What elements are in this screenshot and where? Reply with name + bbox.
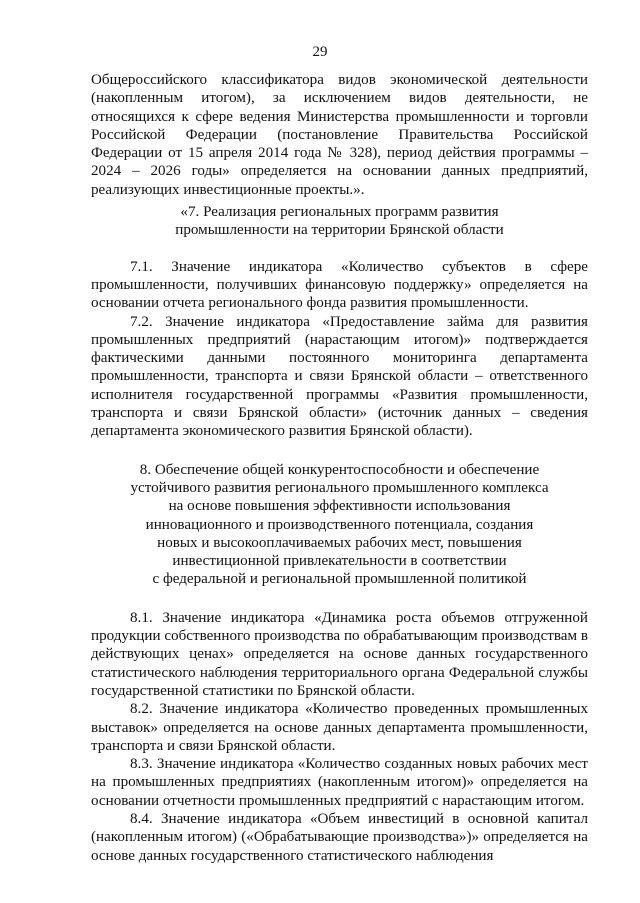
intro-paragraph: Общероссийского классификатора видов экономической деятельности (накопленным итогом), за исключением видов деятельности, не относящихся к сфере ведения Министерства промышленности и торговли Российской Федерации (постановление Правительства Российской Федерации от 15 апреля 2014 года № 328), период действия программы – 2024 – 2026 годы» определяется на основании данных предприятий, реализующих инвестиционные проекты.». <box>91 72 588 198</box>
section-8-heading-line: устойчивого развития регионального промышленного комплекса <box>130 479 549 496</box>
section-8-heading-line: инвестиционной привлекательности в соответствии <box>172 553 507 570</box>
paragraph-8-3: 8.3. Значение индикатора «Количество созданных новых рабочих мест на промышленных предприятиях (накопленным итогом)» определяется на основании отчетности промышленных предприятий с нарастающим итогом. <box>91 756 588 809</box>
paragraph-8-4: 8.4. Значение индикатора «Объем инвестиций в основной капитал (накопленным итогом) («Обрабатывающие производства»)» определяется на основе данных государственного статистического наблюдения <box>91 810 588 864</box>
section-8-heading-line: инновационного и производственного потенциала, создания <box>145 516 534 533</box>
page-number: 29 <box>312 44 328 60</box>
paragraph-8-1: 8.1. Значение индикатора «Динамика роста объемов отгруженной продукции собственного производства по обрабатывающим производствам в действующих ценах» определяется на основе данных государственного статистического наблюдения территориального органа Федеральной службы государственной статистики по Брянской области. <box>91 609 588 699</box>
document-body <box>91 71 588 865</box>
section-7-heading-line: промышленности на территории Брянской области <box>175 222 504 239</box>
paragraph-8-2: 8.2. Значение индикатора «Количество проведенных промышленных выставок» определяется на основе данных департамента промышленности, транспорта и связи Брянской области. <box>91 701 588 754</box>
section-8-heading <box>91 461 588 589</box>
paragraph-7-1: 7.1. Значение индикатора «Количество субъектов в сфере промышленности, получивших финансовую поддержку» определяется на основании отчета регионального фонда развития промышленности. <box>91 258 588 312</box>
paragraph-7-2: 7.2. Значение индикатора «Предоставление займа для развития промышленных предприятий (нарастающим итогом)» подтверждается фактическими данными постоянного мониторинга департамента промышленности, транспорта и связи Брянской области – ответственного исполнителя государственной программы «Развития промышленности, транспорта и связи Брянской области» (источник данных – сведения департамента экономического развития Брянской области). <box>91 313 588 440</box>
section-8-heading-line: новых и высокооплачиваемых рабочих мест, повышения <box>157 534 522 551</box>
section-7-heading <box>91 203 588 240</box>
section-8-heading-line: 8. Обеспечение общей конкурентоспособности и обеспечение <box>139 461 540 478</box>
section-7-heading-line: «7. Реализация региональных программ развития <box>180 204 499 221</box>
section-8-heading-line: на основе повышения эффективности использования <box>168 498 511 515</box>
section-8-heading-line: с федеральной и региональной промышленной политикой <box>152 571 527 588</box>
